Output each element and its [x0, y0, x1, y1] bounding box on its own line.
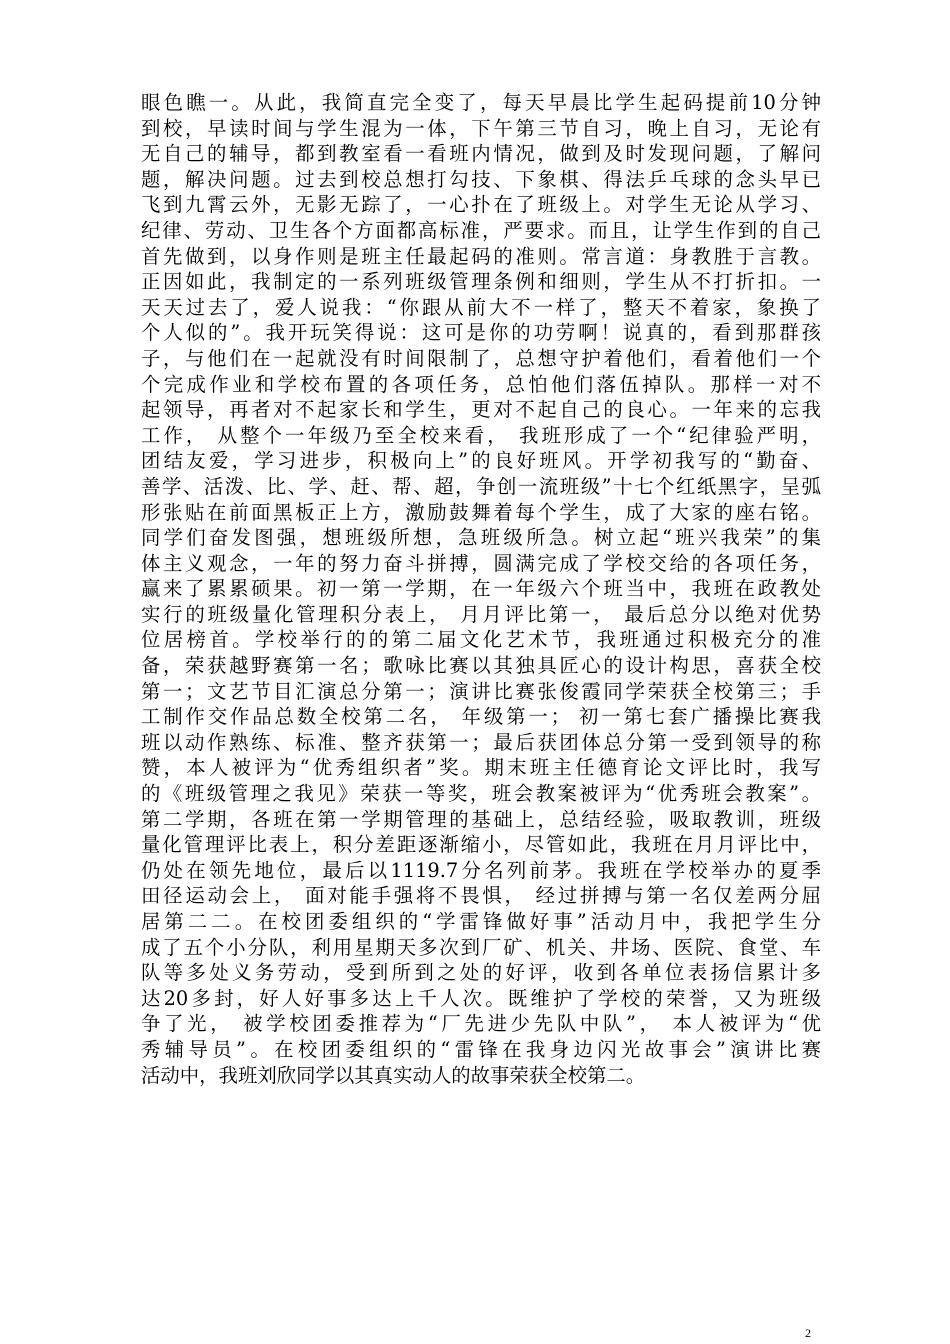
text-line: 天天过去了，爱人说我：“你跟从前大不一样了，整天不着家，象换了: [141, 295, 821, 319]
text-line: 第二学期，各班在第一学期管理的基础上，总结经验，吸取教训，班级: [141, 807, 821, 831]
text-line: 工制作交作品总数全校第二名， 年级第一； 初一第七套广播操比赛我: [141, 705, 821, 729]
text-line: 形张贴在前面黑板正上方，激励鼓舞着每个学生，成了大家的座右铭。: [141, 500, 821, 524]
text-line: 个人似的”。我开玩笑得说：这可是你的功劳啊！说真的，看到那群孩: [141, 321, 821, 345]
text-line: 正因如此，我制定的一系列班级管理条例和细则，学生从不打折扣。一: [141, 270, 821, 294]
text-line: 队等多处义务劳动，受到所到之处的好评，收到各单位表扬信累计多: [141, 961, 821, 985]
text-line: 眼色瞧一。从此，我简直完全变了，每天早晨比学生起码提前10分钟: [141, 91, 821, 114]
body-text: [141, 90, 821, 1088]
text-line: 起领导，再者对不起家长和学生，更对不起自己的良心。一年来的忘我: [141, 398, 821, 422]
text-line: 纪律、劳动、卫生各个方面都高标准，严要求。而且，让学生作到的自己: [141, 218, 821, 242]
text-line: 体主义观念，一年的努力奋斗拼搏，圆满完成了学校交给的各项任务，: [141, 551, 821, 575]
text-line: 的《班级管理之我见》荣获一等奖，班会教案被评为“优秀班会教案”。: [141, 782, 821, 806]
text-line: 位居榜首。学校举行的的第二届文化艺术节，我班通过积极充分的准: [141, 628, 821, 652]
text-line: 题，解决问题。过去到校总想打勾技、下象棋、得法乒乓球的念头早已: [141, 167, 821, 191]
text-line: 活动中，我班刘欣同学以其真实动人的故事荣获全校第二。: [141, 1063, 646, 1087]
text-line: 赞，本人被评为“优秀组织者”奖。期末班主任德育论文评比时，我写: [141, 756, 821, 780]
text-line: 无自己的辅导，都到教室看一看班内情况，做到及时发现问题，了解问: [141, 142, 821, 166]
text-line: 备，荣获越野赛第一名；歌咏比赛以其独具匠心的设计构思，喜获全校: [141, 654, 821, 678]
text-line: 个完成作业和学校布置的各项任务，总怕他们落伍掉队。那样一对不: [141, 372, 821, 396]
text-line: 秀辅导员”。在校团委组织的“雷锋在我身边闪光故事会”演讲比赛: [141, 1037, 821, 1061]
text-line: 到校，早读时间与学生混为一体，下午第三节自习，晚上自习，无论有: [141, 116, 821, 140]
text-line: 善学、活泼、比、学、赶、帮、超，争创一流班级”十七个红纸黑字，呈弧: [141, 474, 821, 498]
text-line: 达20多封，好人好事多达上千人次。既维护了学校的荣誉，又为班级: [141, 986, 821, 1010]
text-line: 实行的班级量化管理积分表上， 月月评比第一， 最后总分以绝对优势: [141, 602, 821, 626]
text-line: 飞到九霄云外，无影无踪了，一心扑在了班级上。对学生无论从学习、: [141, 193, 821, 217]
text-line: 同学们奋发图强，想班级所想，急班级所急。树立起“班兴我荣”的集: [141, 526, 821, 550]
text-line: 赢来了累累硕果。初一第一学期，在一年级六个班当中，我班在政教处: [141, 577, 821, 601]
text-line: 成了五个小分队，利用星期天多次到厂矿、机关、井场、医院、食堂、车: [141, 935, 821, 959]
text-line: 首先做到，以身作则是班主任最起码的准则。常言道：身教胜于言教。: [141, 244, 821, 268]
text-line: 团结友爱，学习进步，积极向上”的良好班风。开学初我写的“勤奋、: [141, 449, 821, 473]
text-line: 量化管理评比表上，积分差距逐渐缩小，尽管如此，我班在月月评比中，: [141, 833, 821, 857]
text-line: 子，与他们在一起就没有时间限制了，总想守护着他们，看着他们一个: [141, 346, 821, 370]
page-number: 2: [805, 1326, 811, 1340]
text-line: 争了光， 被学校团委推荐为“厂先进少先队中队”， 本人被评为“优: [141, 1012, 821, 1036]
text-line: 第一；文艺节目汇演总分第一；演讲比赛张俊霞同学荣获全校第三；手: [141, 679, 821, 703]
text-line: 居第二二。在校团委组织的“学雷锋做好事”活动月中，我把学生分: [141, 910, 821, 933]
text-line: 班以动作熟练、标准、整齐获第一；最后获团体总分第一受到领导的称: [141, 730, 821, 754]
text-line: 工作， 从整个一年级乃至全校来看， 我班形成了一个“纪律验严明，: [141, 423, 821, 447]
text-line: 田径运动会上， 面对能手强将不畏惧， 经过拼搏与第一名仅差两分屈: [141, 884, 821, 908]
text-line: 仍处在领先地位，最后以1119.7分名列前茅。我班在学校举办的夏季: [141, 858, 821, 882]
